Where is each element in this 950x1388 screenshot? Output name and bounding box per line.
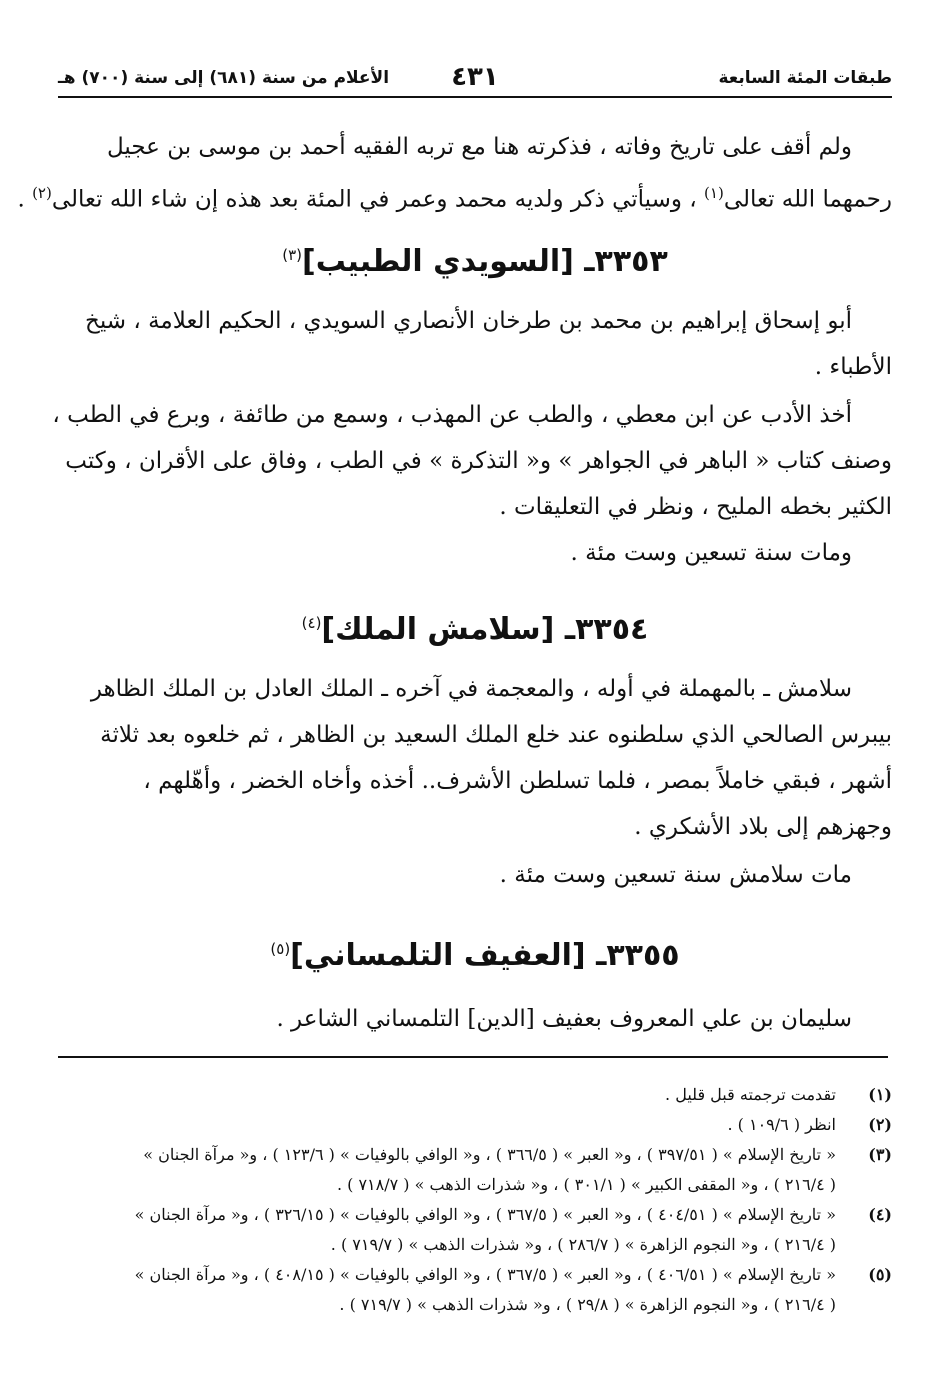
entry-paragraph <box>58 852 892 898</box>
text-line: بيبرس الصالحي الذي سلطنوه عند خلع الملك السعيد بن الظاهر ، ثم خلعوه بعد ثلاثة <box>100 722 892 748</box>
footnote-line: ( ٢١٦/٤ ) ، و« النجوم الزاهرة » ( ٢٩/٨ ) ، و« شذرات الذهب » ( ٧١٩/٧ ) . <box>339 1295 836 1314</box>
footnote-ref: (٤) <box>301 614 322 632</box>
header-section-title: طبقات المئة السابعة <box>718 68 892 88</box>
entry-heading <box>58 938 892 973</box>
text-line: وجهزهم إلى بلاد الأشكري . <box>634 814 892 840</box>
footnote <box>58 1140 892 1200</box>
footnote <box>58 1080 892 1110</box>
entry-paragraph <box>52 392 892 530</box>
footnote-number: (٢) <box>868 1115 892 1134</box>
footnote-number: (٣) <box>868 1145 892 1164</box>
footnote-line: « تاريخ الإسلام » ( ٤٠٤/٥١ ) ، و« العبر » ( ٣٦٧/٥ ) ، و« الوافي بالوفيات » ( ٣٢٦/١٥ ) ، و« مرآة الجنان » <box>134 1205 836 1224</box>
entry-title: ٣٣٥٣ـ [السويدي الطبيب] <box>301 244 668 279</box>
intro-text: رحمهما الله تعالى <box>723 186 892 213</box>
running-header <box>58 62 892 98</box>
footnote <box>58 1200 892 1260</box>
intro-text: ، وسيأتي ذكر ولديه محمد وعمر في المئة بعد هذه إن شاء الله تعالى <box>51 186 705 213</box>
entry-paragraph <box>58 298 892 390</box>
text-line: وصنف كتاب « الباهر في الجواهر » و« التذكرة » في الطب ، وفاق على الأقران ، وكتب <box>65 448 892 474</box>
intro-paragraph <box>17 124 892 223</box>
footnote-ref: (١) <box>704 184 724 202</box>
intro-text: . <box>17 186 33 213</box>
footnote-line: « تاريخ الإسلام » ( ٣٩٧/٥١ ) ، و« العبر » ( ٣٦٦/٥ ) ، و« الوافي بالوفيات » ( ١٢٣/٦ ) ، و« مرآة الجنان » <box>143 1145 836 1164</box>
text-line: أخذ الأدب عن ابن معطي ، والطب عن المهذب ، وسمع من طائفة ، وبرع في الطب ، <box>52 402 852 428</box>
text-line: أشهر ، فبقي خاملاً بمصر ، فلما تسلطن الأشرف.. أخذه وأخاه الخضر ، وأهّلهم ، <box>143 768 892 794</box>
footnote-ref: (٢) <box>32 184 52 202</box>
footnote-number: (٥) <box>868 1265 892 1284</box>
footnote-line: انظر ( ١٠٩/٦ ) . <box>727 1115 836 1134</box>
text-line: ومات سنة تسعين وست مئة . <box>570 540 852 566</box>
footnote-line: « تاريخ الإسلام » ( ٤٠٦/٥١ ) ، و« العبر » ( ٣٦٧/٥ ) ، و« الوافي بالوفيات » ( ٤٠٨/١٥ ) ، و« مرآة الجنان » <box>134 1265 836 1284</box>
footnote-line: ( ٢١٦/٤ ) ، و« النجوم الزاهرة » ( ٢٨٦/٧ ) ، و« شذرات الذهب » ( ٧١٩/٧ ) . <box>330 1235 836 1254</box>
text-line: الكثير بخطه المليح ، ونظر في التعليقات . <box>499 494 892 520</box>
entry-heading <box>58 612 892 647</box>
footnote-ref: (٣) <box>282 246 302 264</box>
footnote-line: تقدمت ترجمته قبل قليل . <box>665 1085 836 1104</box>
footnote-separator <box>58 1056 888 1058</box>
page-number: ٤٣١ <box>451 62 499 92</box>
text-line: سلامش ـ بالمهملة في أوله ، والمعجمة في آخره ـ الملك العادل بن الملك الظاهر <box>90 676 852 702</box>
entry-paragraph <box>58 666 892 850</box>
text-line: سليمان بن علي المعروف بعفيف [الدين] التلمساني الشاعر . <box>276 1006 852 1032</box>
footnotes <box>58 1080 892 1320</box>
entry-title: ٣٣٥٤ـ [سلامش الملك] <box>321 612 649 647</box>
footnote <box>58 1260 892 1320</box>
text-line: أبو إسحاق إبراهيم بن محمد بن طرخان الأنصاري السويدي ، الحكيم العلامة ، شيخ <box>84 308 852 334</box>
footnote-line: ( ٢١٦/٤ ) ، و« المقفى الكبير » ( ٣٠١/١ ) ، و« شذرات الذهب » ( ٧١٨/٧ ) . <box>336 1175 836 1194</box>
header-range-title: الأعلام من سنة (٦٨١) إلى سنة (٧٠٠) هـ <box>58 68 390 88</box>
entry-title: ٣٣٥٥ـ [العفيف التلمساني] <box>290 938 680 973</box>
text-line: الأطباء . <box>814 354 892 380</box>
footnote-number: (١) <box>868 1085 892 1104</box>
entry-heading <box>58 244 892 279</box>
footnote-ref: (٥) <box>270 940 291 958</box>
intro-line <box>17 170 892 223</box>
entry-paragraph <box>58 530 892 576</box>
intro-line: ولم أقف على تاريخ وفاته ، فذكرته هنا مع تربه الفقيه أحمد بن موسى بن عجيل <box>106 134 852 160</box>
footnote <box>58 1110 892 1140</box>
footnote-number: (٤) <box>868 1205 892 1224</box>
text-line: مات سلامش سنة تسعين وست مئة . <box>499 862 852 888</box>
entry-paragraph <box>58 996 892 1042</box>
